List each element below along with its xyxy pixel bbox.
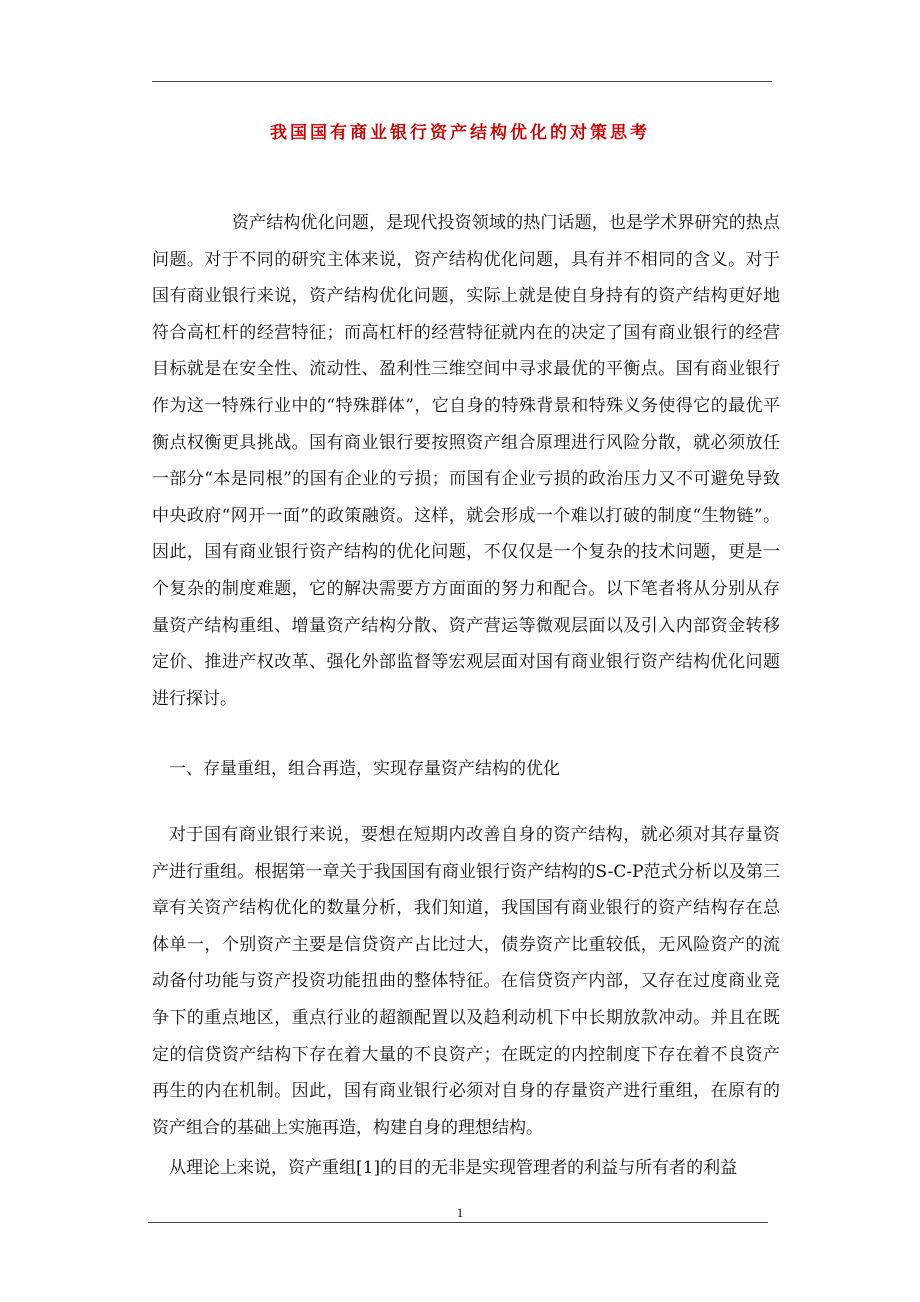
paragraph-stock-restructuring: 对于国有商业银行来说，要想在短期内改善自身的资产结构，就必须对其存量资产进行重组。根据第一章关于我国国有商业银行资产结构的S-C-P范式分析以及第三章有关资产结构优化的数量分析，我们知道，我国国有商业银行的资产结构存在总体单一，个别资产主要是信贷资产占比过大，债券资产比重较低，无风险资产的流动备付功能与资产投资功能扭曲的整体特征。在信贷资产内部，又存在过度商业竞争下的重点地区，重点行业的超额配置以及趋利动机下中长期放款冲动。并且在既定的信贷资产结构下存在着大量的不良资产；在既定的内控制度下存在着不良资产再生的内在机制。因此，国有商业银行必须对自身的存量资产进行重组，在原有的资产组合的基础上实施再造，构建自身的理想结构。 bbox=[152, 825, 780, 1138]
header-rule bbox=[152, 81, 772, 82]
page-number: 1 bbox=[456, 1205, 464, 1220]
section-heading: 一、存量重组，组合再造，实现存量资产结构的优化 bbox=[169, 759, 560, 779]
document-title: 我国国有商业银行资产结构优化的对策思考 bbox=[270, 123, 650, 143]
paragraph-intro: 资产结构优化问题，是现代投资领域的热门话题，也是学术界研究的热点问题。对于不同的研究主体来说，资产结构优化问题，具有并不相同的含义。对于国有商业银行来说，资产结构优化问题，实际上就是使自身持有的资产结构更好地符合高杠杆的经营特征；而高杠杆的经营特征就内在的决定了国有商业银行的经营目标就是在安全性、流动性、盈利性三维空间中寻求最优的平衡点。国有商业银行作为这一特殊行业中的“特殊群体”，它自身的特殊背景和特殊义务使得它的最优平衡点权衡更具挑战。国有商业银行要按照资产组合原理进行风险分散，就必须放任一部分“本是同根”的国有企业的亏损；而国有企业亏损的政治压力又不可避免导致中央政府“网开一面”的政策融资。这样，就会形成一个难以打破的制度“生物链”。因此，国有商业银行资产结构的优化问题，不仅仅是一个复杂的技术问题，更是一个复杂的制度难题，它的解决需要方方面面的努力和配合。以下笔者将从分别从存量资产结构重组、增量资产结构分散、资产营运等微观层面以及引入内部资金转移定价、推进产权改革、强化外部监督等宏观层面对国有商业银行资产结构优化问题进行探讨。 bbox=[152, 213, 780, 709]
footer-rule bbox=[148, 1222, 768, 1223]
paragraph-theory: 从理论上来说，资产重组[1]的目的无非是实现管理者的利益与所有者的利益 bbox=[169, 1158, 738, 1178]
